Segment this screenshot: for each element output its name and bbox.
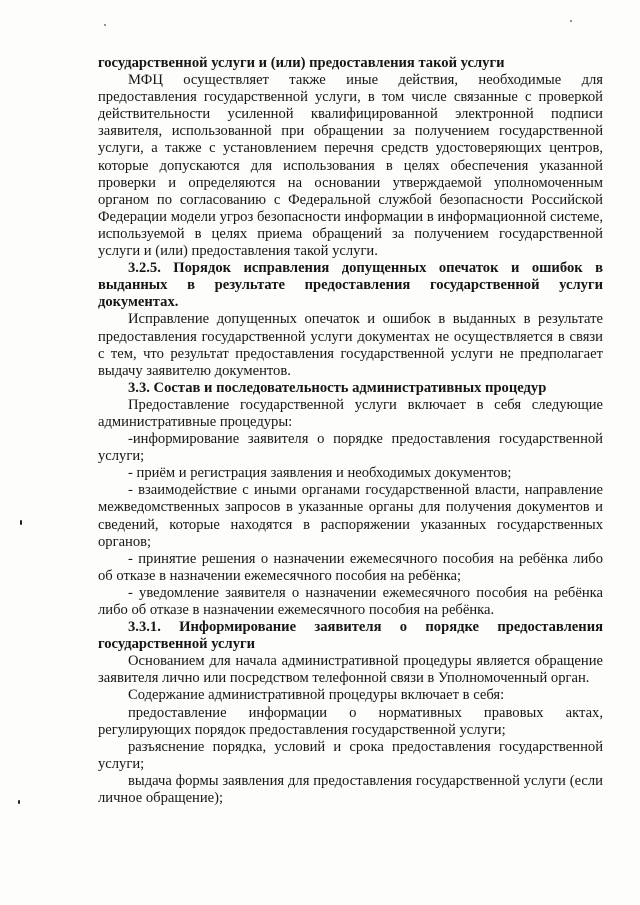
paragraph-procedures-intro: Предоставление государственной услуги включает в себя следующие административные процедуры: [98, 396, 603, 430]
paragraph-legal-acts: предоставление информации о нормативных правовых актах, регулирующих порядок предоставления государственной услуги; [98, 704, 603, 738]
list-item-decision: - принятие решения о назначении ежемесячного пособия на ребёнка либо об отказе в назначении ежемесячного пособия на ребёнка; [98, 550, 603, 584]
heading-3-3: 3.3. Состав и последовательность административных процедур [128, 379, 547, 396]
paragraph-content-intro: Содержание административной процедуры включает в себя: [128, 687, 505, 704]
heading-3-3-1: 3.3.1. Информирование заявителя о порядке предоставления государственной услуги [98, 619, 603, 653]
list-item-registration: - приём и регистрация заявления и необходимых документов; [128, 465, 512, 482]
paragraph-explanation: разъяснение порядка, условий и срока предоставления государственной услуги; [98, 738, 603, 772]
scan-speck [18, 800, 20, 804]
list-item-notification: - уведомление заявителя о назначении ежемесячного пособия на ребёнка либо об отказе в назначении ежемесячного пособия на ребёнка. [98, 584, 603, 618]
paragraph-form-issue: выдача формы заявления для предоставления государственной услуги (если личное обращение); [98, 772, 603, 807]
scan-speck [570, 20, 572, 22]
paragraph-basis: Основанием для начала административной процедуры является обращение заявителя лично или посредством телефонной связи в Уполномоченный орган. [98, 653, 603, 687]
section-header-line: государственной услуги и (или) предоставления такой услуги [98, 55, 505, 71]
scan-speck [104, 24, 106, 26]
list-item-informing: -информирование заявителя о порядке предоставления государственной услуги; [98, 431, 603, 465]
document-body [98, 55, 603, 807]
scan-speck [20, 520, 22, 525]
paragraph-corrections: Исправление допущенных опечаток и ошибок в выданных в результате предоставления государственной услуги документах не осуществляется в связи с тем, что результат предоставления государственной услуги не предполагает выдачу заявителю документов. [98, 311, 603, 379]
list-item-interaction: - взаимодействие с иными органами государственной власти, направление межведомственных запросов в указанные органы для получения документов и сведений, которые находятся в распоряжении указанных государственных органов; [98, 482, 603, 550]
heading-3-2-5: 3.2.5. Порядок исправления допущенных опечаток и ошибок в выданных в результате предоставления государственной услуги документах. [98, 260, 603, 311]
paragraph-mfc: МФЦ осуществляет также иные действия, необходимые для предоставления государственной услуги, в том числе связанные с проверкой действительности усиленной квалифицированной электронной подписи заявителя, использованной при обращении за получением государственной услуги, а также с установлением перечня средств удостоверяющих центров, которые допускаются для использования в целях обеспечения указанной проверки и определяются на основании утверждаемой уполномоченным органом по согласованию с Федеральной службой безопасности Российской Федерации модели угроз безопасности информации в информационной системе, используемой в целях приема обращений за получением государственной услуги и (или) предоставления такой услуги. [98, 72, 603, 260]
